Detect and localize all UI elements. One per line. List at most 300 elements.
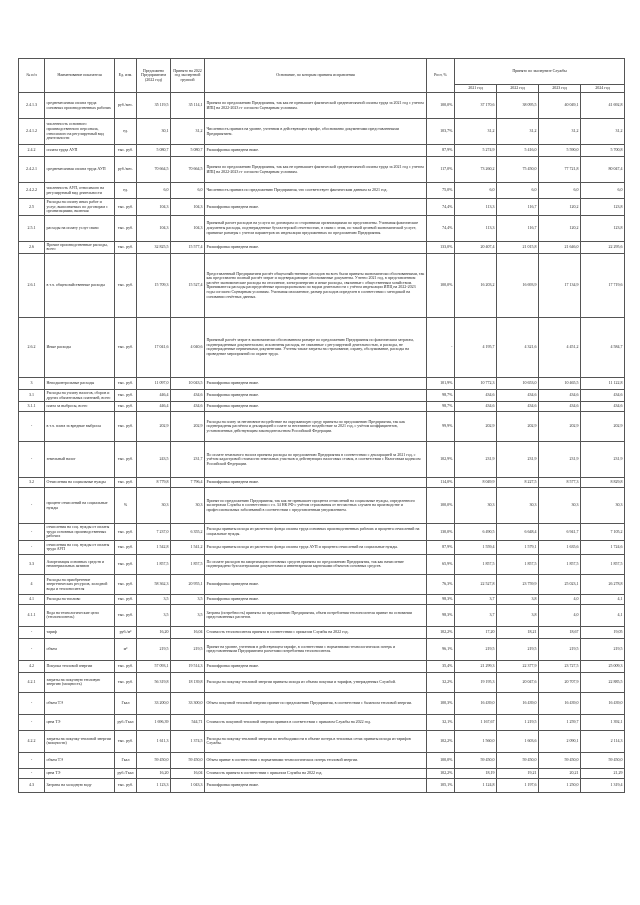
table-row xyxy=(19,402,625,412)
row-accepted: 16,04 xyxy=(171,626,205,638)
row-year-value: 19,05 xyxy=(581,626,625,638)
row-accepted: 1 541,2 xyxy=(171,540,205,554)
row-proposed: 57 093,1 xyxy=(137,660,171,672)
row-year-value: 19,21 xyxy=(497,768,539,778)
row-year-value: 219,5 xyxy=(581,638,625,660)
row-name: Расходы на оплату иных работ и услуг, выполняемых по договорам с организациями, включая xyxy=(45,199,115,216)
row-year-value: 37 170,6 xyxy=(455,93,497,119)
row-growth: 76,3% xyxy=(427,574,455,594)
row-year-value: 6,0 xyxy=(581,183,625,199)
row-accepted: 219,5 xyxy=(171,638,205,660)
row-year-value: 3,8 xyxy=(497,594,539,604)
row-year-value: 41 692,8 xyxy=(581,93,625,119)
row-name: Вода на технологические цели (теплоноситель) xyxy=(45,604,115,626)
row-name: плата за выбросы, всего xyxy=(45,402,115,412)
row-proposed: 56 319,8 xyxy=(137,672,171,692)
row-year-value: 21,29 xyxy=(581,768,625,778)
row-year-value: 434,6 xyxy=(581,402,625,412)
row-accepted: 3,5 xyxy=(171,604,205,626)
row-basis: Расшифровка приведена ниже. xyxy=(205,478,427,488)
row-name: численность АУП, относимого на регулируемый вид деятельности xyxy=(45,183,115,199)
row-proposed: 1 542,8 xyxy=(137,540,171,554)
row-year-value: 1 250,0 xyxy=(539,778,581,792)
row-name: Неподконтрольные расходы xyxy=(45,377,115,389)
row-year-value: 4,1 xyxy=(581,594,625,604)
table-row xyxy=(19,540,625,554)
header-year: 2022 год xyxy=(497,85,539,93)
row-growth: 100,3% xyxy=(427,692,455,714)
row-proposed: 16,20 xyxy=(137,768,171,778)
row-growth: 32,2% xyxy=(427,672,455,692)
row-year-value: 219,5 xyxy=(497,638,539,660)
row-proposed: 446,4 xyxy=(137,402,171,412)
row-name: оплата труда АУП xyxy=(45,145,115,157)
row-basis: Принята по предложению Предприятия, так как не превышает фактической среднемесячной оплаты труда за 2021 год с учетом ИПЦ на 2022-2023 гг согласно Сценарным условиям. xyxy=(205,157,427,183)
row-accepted: 5 080,7 xyxy=(171,145,205,157)
row-year-value: 1 319,4 xyxy=(581,778,625,792)
row-accepted: 7 796,4 xyxy=(171,478,205,488)
row-proposed: 15 709,3 xyxy=(137,253,171,317)
row-growth: 75,0% xyxy=(427,183,455,199)
row-unit: тыс. руб. xyxy=(115,778,137,792)
row-year-value: 4,1 xyxy=(581,604,625,626)
header-year: 2021 год xyxy=(455,85,497,93)
row-unit: руб./мес. xyxy=(115,93,137,119)
row-proposed: 104,3 xyxy=(137,199,171,216)
row-growth: 102,2% xyxy=(427,730,455,752)
row-name: цена ТЭ xyxy=(45,768,115,778)
row-year-value: 1 857,5 xyxy=(497,554,539,574)
row-year-value: 11 122,8 xyxy=(581,377,625,389)
row-accepted: 15 577,4 xyxy=(171,241,205,253)
row-number: - xyxy=(19,540,45,554)
row-name: объем xyxy=(45,638,115,660)
row-year-value: 8 829,8 xyxy=(581,478,625,488)
row-number: 2.4.2.1 xyxy=(19,157,45,183)
row-proposed: 1 696,39 xyxy=(137,714,171,730)
row-year-value: 30,3 xyxy=(497,488,539,524)
row-proposed: 58 362,3 xyxy=(137,574,171,594)
row-proposed: 1 611,3 xyxy=(137,730,171,752)
row-year-value: 3,7 xyxy=(455,594,497,604)
header-forecast: Принято по экспертизе Службы xyxy=(455,59,625,85)
row-unit: тыс. руб. xyxy=(115,402,137,412)
row-number: - xyxy=(19,488,45,524)
row-proposed: 30,3 xyxy=(137,488,171,524)
row-year-value: 18,19 xyxy=(455,768,497,778)
header-name: Наименование показателя xyxy=(45,59,115,93)
row-basis: Стоимость покупной тепловой энергии принята в соответствии с приказом Службы на 2022 год. xyxy=(205,714,427,730)
header-proposed: Предложено Предприятием (2022 год) xyxy=(137,59,171,93)
row-unit: Гкал xyxy=(115,692,137,714)
row-growth: 98,3% xyxy=(427,604,455,626)
row-year-value: 10 653,0 xyxy=(497,377,539,389)
row-year-value: 59 450,0 xyxy=(455,752,497,768)
row-growth: 105,1% xyxy=(427,778,455,792)
row-growth: 99,9% xyxy=(427,412,455,442)
row-unit: ед. xyxy=(115,183,137,199)
row-growth: 98,3% xyxy=(427,594,455,604)
row-year-value: 202,9 xyxy=(581,412,625,442)
row-name: численность основного производственного персонала, относимого на регулируемый вид деятельности xyxy=(45,119,115,145)
row-name: Расходы на топливо xyxy=(45,594,115,604)
row-year-value: 113,3 xyxy=(455,199,497,216)
row-accepted: 1 374,5 xyxy=(171,730,205,752)
header-accepted: Принято на 2022 год экспертной группой xyxy=(171,59,205,93)
row-year-value: 18,67 xyxy=(539,626,581,638)
row-proposed: 1 857,5 xyxy=(137,554,171,574)
row-year-value: 1 603,6 xyxy=(497,730,539,752)
row-accepted: 1 043,3 xyxy=(171,778,205,792)
row-unit: Гкал xyxy=(115,752,137,768)
row-accepted: 35 114,1 xyxy=(171,93,205,119)
header-growth: Рост, % xyxy=(427,59,455,93)
row-name: Амортизация основных средств и нематериальных активов xyxy=(45,554,115,574)
row-name: Покупка тепловой энергии xyxy=(45,660,115,672)
row-unit: руб./м³ xyxy=(115,626,137,638)
row-unit: тыс. руб. xyxy=(115,554,137,574)
header-year: 2024 год xyxy=(581,85,625,93)
row-proposed: 219,5 xyxy=(137,638,171,660)
row-growth: 102,2% xyxy=(427,626,455,638)
row-unit: тыс. руб. xyxy=(115,660,137,672)
row-accepted: 544,71 xyxy=(171,714,205,730)
row-year-value: 23 727,5 xyxy=(539,660,581,672)
row-year-value: 10 772,3 xyxy=(455,377,497,389)
row-growth: 100,0% xyxy=(427,488,455,524)
row-accepted: 31,2 xyxy=(171,119,205,145)
row-year-value: 231,9 xyxy=(455,442,497,478)
row-unit: тыс. руб. xyxy=(115,730,137,752)
row-accepted: 4 040,6 xyxy=(171,317,205,377)
row-name: в т.ч. общехозяйственные расходы xyxy=(45,253,115,317)
row-year-value: 1 167,67 xyxy=(455,714,497,730)
row-growth: 35,4% xyxy=(427,660,455,672)
row-year-value: 18,21 xyxy=(497,626,539,638)
row-basis: Расходы на покупку тепловой энергии приняты исходя из объема покупки и тарифов, утвержденных Службой. xyxy=(205,672,427,692)
row-year-value: 22 295,6 xyxy=(581,241,625,253)
row-year-value: 5 700,8 xyxy=(581,145,625,157)
row-basis: Затраты (потребность) приняты по предложению Предприятия, объем потребления теплоносителя принят на основании представленных расчетов. xyxy=(205,604,427,626)
row-growth: 100,0% xyxy=(427,752,455,768)
row-unit: тыс. руб. xyxy=(115,377,137,389)
row-growth: 87,9% xyxy=(427,145,455,157)
row-accepted: 434,6 xyxy=(171,402,205,412)
row-year-value: 16 439,0 xyxy=(539,692,581,714)
row-year-value: 22 527,8 xyxy=(455,574,497,594)
row-unit: тыс. руб. xyxy=(115,412,137,442)
row-growth: 114,0% xyxy=(427,478,455,488)
row-basis: Расшифровка приведена ниже. xyxy=(205,402,427,412)
row-name: Прочие производственные расходы, всего xyxy=(45,241,115,253)
row-year-value: 10 465,5 xyxy=(539,377,581,389)
row-year-value: 5 274,9 xyxy=(455,145,497,157)
row-year-value: 4 584,7 xyxy=(581,317,625,377)
row-name: отчисления на соц. нужды от оплаты труда основных производственных рабочих xyxy=(45,524,115,541)
row-basis: Расшифровка приведена ниже. xyxy=(205,574,427,594)
row-name: Отчисления на социальные нужды xyxy=(45,478,115,488)
row-number: 2.4.2.2 xyxy=(19,183,45,199)
row-proposed: 3,5 xyxy=(137,594,171,604)
row-basis: Объем покупной тепловой энергии принят по предложению Предприятия, в соответствии с балансом тепловой энергии. xyxy=(205,692,427,714)
row-unit: тыс. руб. xyxy=(115,215,137,241)
row-basis: Расшифровка приведена ниже. xyxy=(205,389,427,401)
row-year-value: 1 560,0 xyxy=(455,730,497,752)
row-year-value: 434,6 xyxy=(539,389,581,401)
row-basis: Принятый расчёт затрат в экономически обоснованном размере по предложению Предприятия по фактическим затратам, подтвержденным документально; исключены расходы, не связанные с регулируемой деятельностью, и расходы, не подтвержденные первичными документами. Учтены также затраты на страхование, охрану, обслуживание, расходы на проведение мероприятий по охране труда. xyxy=(205,317,427,377)
row-unit: тыс. руб. xyxy=(115,199,137,216)
row-name: затраты на покупную тепловую энергию (мощность) xyxy=(45,672,115,692)
row-number: - xyxy=(19,626,45,638)
header-basis: Основание, по которым приняты исправления xyxy=(205,59,427,93)
row-number: - xyxy=(19,714,45,730)
row-year-value: 202,9 xyxy=(539,412,581,442)
row-accepted: 15 527,4 xyxy=(171,253,205,317)
row-year-value: 6,0 xyxy=(497,183,539,199)
table-row xyxy=(19,253,625,317)
row-basis: Стоимость принята в соответствии с приказом Службы на 2022 год. xyxy=(205,768,427,778)
header-num: № п/п xyxy=(19,59,45,93)
row-accepted: 70 664,5 xyxy=(171,157,205,183)
row-year-value: 30,3 xyxy=(581,488,625,524)
row-unit: тыс. руб. xyxy=(115,594,137,604)
row-growth: 101,9% xyxy=(427,377,455,389)
row-number: 2.5.1 xyxy=(19,215,45,241)
row-basis: Представленный Предприятием расчёт общехозяйственных расходов на всех были приняты экономически обоснованными, так как представлено полный расчёт затрат и подтверждающие обоснованные документы. Учтено 2021 год, в представленном расчёте экономические расходы на отопление, электроэнергию и иные расходы, связанные с общественным хозяйством. Принимаются расходы распределённые пропорционально по видам деятельности с учётом индексации ИПЦ на 2022-2023 годы согласно Сценарным условиям. Учитывая изложенное, размер расходов определен в соответствии с методикой на основании отчётных данных. xyxy=(205,253,427,317)
table-row xyxy=(19,524,625,541)
table-row xyxy=(19,768,625,778)
row-year-value: 5 416,0 xyxy=(497,145,539,157)
row-name: Затраты на холодную воду xyxy=(45,778,115,792)
row-year-value: 20,21 xyxy=(539,768,581,778)
row-number: 4.2 xyxy=(19,660,45,672)
row-year-value: 30,3 xyxy=(455,488,497,524)
row-year-value: 434,6 xyxy=(581,389,625,401)
row-unit: тыс. руб. xyxy=(115,442,137,478)
row-year-value: 16 439,0 xyxy=(455,692,497,714)
row-accepted: 434,6 xyxy=(171,389,205,401)
row-number: 3 xyxy=(19,377,45,389)
row-basis: По оплате земельного налога приняты расходы по предложению Предприятия в соответствии с декларацией за 2021 год, с учётом кадастровой стоимости земельных участков и действующих налоговых ставок, в соответствии с Налоговым кодексом Российской Федерации. xyxy=(205,442,427,478)
row-year-value: 1 857,5 xyxy=(455,554,497,574)
row-growth: 87,9% xyxy=(427,540,455,554)
row-proposed: 35 119,5 xyxy=(137,93,171,119)
row-growth: 133,0% xyxy=(427,241,455,253)
row-unit: тыс. руб. xyxy=(115,389,137,401)
row-unit: тыс. руб. xyxy=(115,574,137,594)
row-accepted: 202,9 xyxy=(171,412,205,442)
row-proposed: 8 779,8 xyxy=(137,478,171,488)
row-proposed: 6,0 xyxy=(137,183,171,199)
row-year-value: 116,7 xyxy=(497,215,539,241)
row-year-value: 59 450,0 xyxy=(497,752,539,768)
row-name: тариф xyxy=(45,626,115,638)
row-year-value: 434,6 xyxy=(455,389,497,401)
row-year-value: 1 559,4 xyxy=(455,540,497,554)
table-row xyxy=(19,145,625,157)
row-year-value: 4 321,6 xyxy=(497,317,539,377)
table-row xyxy=(19,119,625,145)
row-accepted: 1 857,5 xyxy=(171,554,205,574)
row-proposed: 16,20 xyxy=(137,626,171,638)
row-number: 2.4.1.2 xyxy=(19,119,45,145)
tariff-expertise-table xyxy=(18,58,625,793)
row-unit: м³ xyxy=(115,638,137,660)
row-basis: Расшифровка приведена ниже. xyxy=(205,199,427,216)
row-year-value: 1 219,5 xyxy=(497,714,539,730)
row-year-value: 31,2 xyxy=(539,119,581,145)
row-unit: тыс. руб. xyxy=(115,540,137,554)
row-number: 3.1.1 xyxy=(19,402,45,412)
row-year-value: 6,0 xyxy=(539,183,581,199)
row-unit: тыс. руб. xyxy=(115,524,137,541)
row-basis: Расшифровка приведена ниже. xyxy=(205,241,427,253)
table-row xyxy=(19,714,625,730)
row-year-value: 40 049,1 xyxy=(539,93,581,119)
row-growth: 102,2% xyxy=(427,768,455,778)
row-number: 4 xyxy=(19,574,45,594)
row-accepted: 3,5 xyxy=(171,594,205,604)
row-proposed: 446,4 xyxy=(137,389,171,401)
row-unit: тыс. руб. xyxy=(115,672,137,692)
row-number: 4.2.1 xyxy=(19,672,45,692)
row-name: Расходы на приобретение энергетических ресурсов, холодной воды и теплоносителя xyxy=(45,574,115,594)
row-unit: тыс. руб. xyxy=(115,253,137,317)
row-year-value: 31,2 xyxy=(581,119,625,145)
row-year-value: 17 134,9 xyxy=(539,253,581,317)
row-year-value: 6 490,5 xyxy=(455,524,497,541)
table-row xyxy=(19,692,625,714)
row-year-value: 16 439,0 xyxy=(497,692,539,714)
row-year-value: 219,5 xyxy=(539,638,581,660)
row-accepted: 231,7 xyxy=(171,442,205,478)
table-row xyxy=(19,574,625,594)
table-row xyxy=(19,442,625,478)
row-year-value: 4 195,7 xyxy=(455,317,497,377)
table-row xyxy=(19,604,625,626)
row-unit: руб./Гкал xyxy=(115,768,137,778)
table-row xyxy=(19,199,625,216)
row-unit: руб./Гкал xyxy=(115,714,137,730)
table-row xyxy=(19,594,625,604)
row-year-value: 116,7 xyxy=(497,199,539,216)
row-basis: Расшифровка приведена ниже. xyxy=(205,778,427,792)
row-number: 2.6.1 xyxy=(19,253,45,317)
row-year-value: 21 299,3 xyxy=(455,660,497,672)
table-row xyxy=(19,215,625,241)
row-year-value: 20 407,4 xyxy=(455,241,497,253)
table-row xyxy=(19,778,625,792)
row-number: 3.1 xyxy=(19,389,45,401)
row-year-value: 219,5 xyxy=(455,638,497,660)
row-unit: ед. xyxy=(115,119,137,145)
row-name: отчисления на соц. нужды от оплаты труда АУП xyxy=(45,540,115,554)
row-proposed: 59 450,0 xyxy=(137,752,171,768)
row-year-value: 202,9 xyxy=(455,412,497,442)
row-number: 2.4.1.3 xyxy=(19,93,45,119)
row-proposed: 7 237,0 xyxy=(137,524,171,541)
row-proposed: 32 825,5 xyxy=(137,241,171,253)
row-year-value: 5 590,0 xyxy=(539,145,581,157)
row-number: - xyxy=(19,524,45,541)
row-accepted: 104,3 xyxy=(171,215,205,241)
row-name: Иные расходы xyxy=(45,317,115,377)
row-year-value: 16 693,9 xyxy=(497,253,539,317)
row-year-value: 1 392,1 xyxy=(581,714,625,730)
row-year-value: 1 259,7 xyxy=(539,714,581,730)
row-basis: Стоимость теплоносителя принята в соответствии с приказом Службы на 2022 год. xyxy=(205,626,427,638)
row-growth: 100,0% xyxy=(427,253,455,317)
row-name: Расходы на уплату налогов, сборов и других обязательных платежей, всего xyxy=(45,389,115,401)
row-basis: По оплате расходов на амортизацию основных средств приняты по предложению Предприятия, так как начисление подтверждено бухгалтерскими документами и инвентарными карточками объектов основных средств. xyxy=(205,554,427,574)
row-accepted: 20 955,1 xyxy=(171,574,205,594)
row-proposed: 243,5 xyxy=(137,442,171,478)
row-year-value: 73 260,2 xyxy=(455,157,497,183)
row-growth: 98,7% xyxy=(427,389,455,401)
row-year-value: 19 195,3 xyxy=(455,672,497,692)
row-year-value: 8 577,3 xyxy=(539,478,581,488)
row-growth: 117,0% xyxy=(427,157,455,183)
row-basis: Численность принята по предложению Предприятия, что соответствует фактическим данным за 2021 год. xyxy=(205,183,427,199)
row-year-value: 1 197,6 xyxy=(497,778,539,792)
row-number: - xyxy=(19,768,45,778)
row-year-value: 25 023,1 xyxy=(539,574,581,594)
row-number: - xyxy=(19,752,45,768)
row-year-value: 20 047,6 xyxy=(497,672,539,692)
row-growth: 130,0% xyxy=(427,524,455,541)
row-number: 4.1.1 xyxy=(19,604,45,626)
row-basis: Принята по предложению Предприятия, так как не превышает фактической среднемесячной оплаты труда за 2021 год с учетом ИПЦ на 2022-2023 гг согласно Сценарным условиям. xyxy=(205,93,427,119)
row-year-value: 31,2 xyxy=(455,119,497,145)
table-row xyxy=(19,157,625,183)
row-accepted: 6,0 xyxy=(171,183,205,199)
row-name: затраты на покупку тепловой энергии (мощности) xyxy=(45,730,115,752)
table-row xyxy=(19,377,625,389)
row-year-value: 20 707,9 xyxy=(539,672,581,692)
row-year-value: 2 114,3 xyxy=(581,730,625,752)
table-row xyxy=(19,554,625,574)
row-year-value: 6 941,7 xyxy=(539,524,581,541)
row-basis: Принятый расчет расходов на услуги по договорам со сторонними организациями по представлены. Учитывая фактические документы расходы, подтвержденные бухгалтерской отчетностью, в связи с этим, по такой целевой экономической услуге, принятые размеры с учетом параметров их индексации предложенных по предложению Предприятия. xyxy=(205,215,427,241)
row-number: 2.4.2 xyxy=(19,145,45,157)
row-year-value: 23 759,9 xyxy=(497,574,539,594)
row-proposed: 70 664,5 xyxy=(137,157,171,183)
row-growth: - xyxy=(427,317,455,377)
header-year: 2023 год xyxy=(539,85,581,93)
row-name: процент отчислений на социальные нужды xyxy=(45,488,115,524)
row-year-value: 59 450,0 xyxy=(539,752,581,768)
row-year-value: 434,6 xyxy=(497,402,539,412)
row-year-value: 31,2 xyxy=(497,119,539,145)
row-year-value: 80 047,4 xyxy=(581,157,625,183)
row-number: 2.6 xyxy=(19,241,45,253)
table-row xyxy=(19,488,625,524)
row-year-value: 8 049,9 xyxy=(455,478,497,488)
table-row xyxy=(19,752,625,768)
row-growth: 102,9% xyxy=(427,442,455,478)
row-basis: Расходы на покупку тепловой энергии по необходимости в объеме потерь в тепловых сетях приняты исходя из тарифов Службы. xyxy=(205,730,427,752)
row-name: цена ТЭ xyxy=(45,714,115,730)
table-row xyxy=(19,672,625,692)
row-accepted: 10 043,5 xyxy=(171,377,205,389)
row-year-value: 120,2 xyxy=(539,199,581,216)
row-unit: тыс. руб. xyxy=(115,478,137,488)
row-number: 4.1 xyxy=(19,594,45,604)
row-year-value: 123,8 xyxy=(581,215,625,241)
row-proposed: 3,5 xyxy=(137,604,171,626)
row-proposed: 5 080,7 xyxy=(137,145,171,157)
row-year-value: 231,9 xyxy=(539,442,581,478)
